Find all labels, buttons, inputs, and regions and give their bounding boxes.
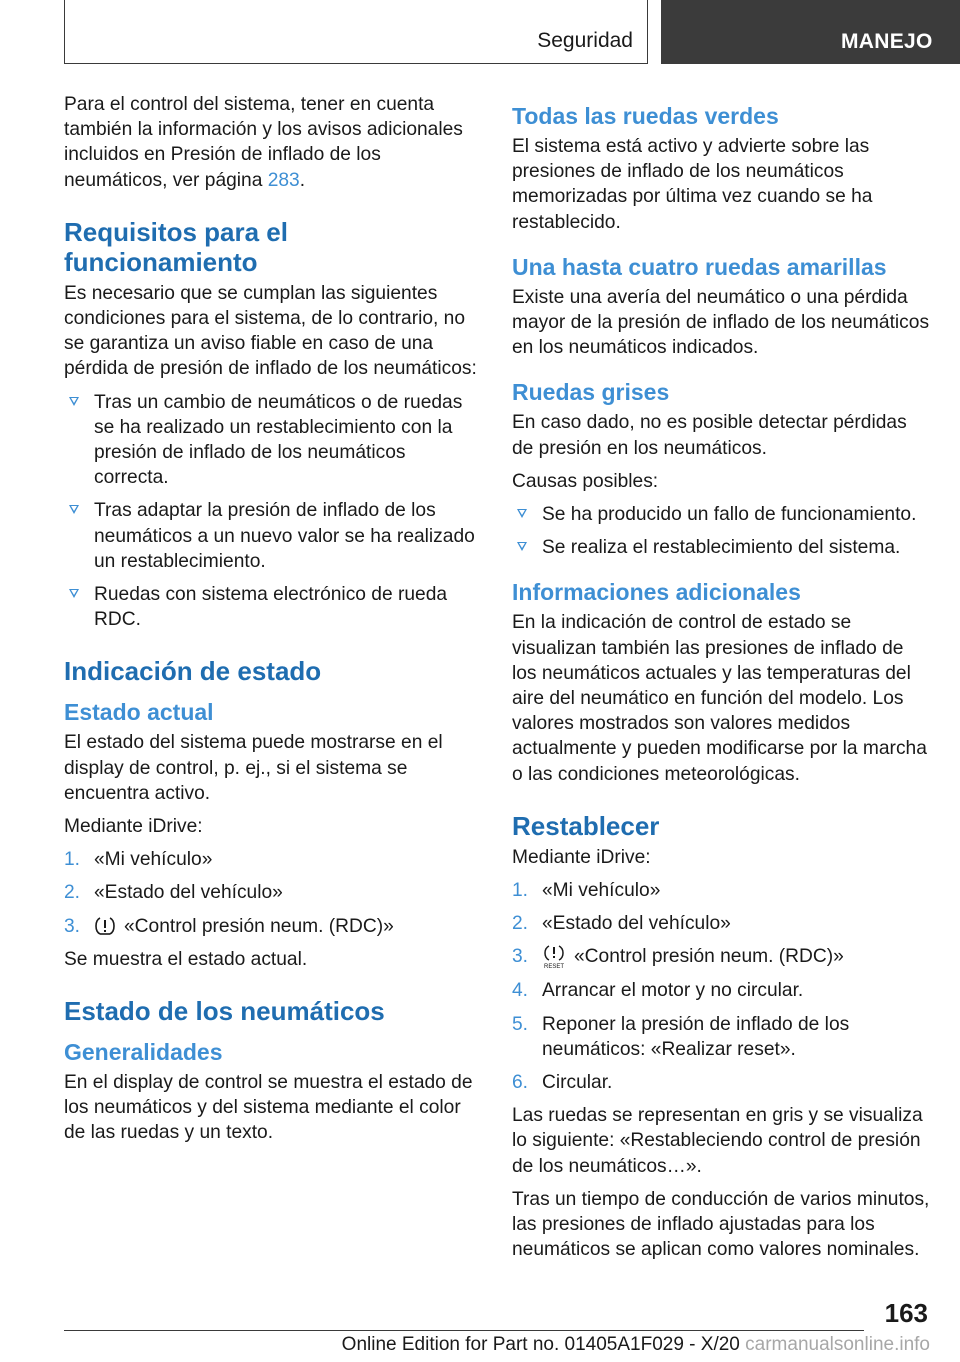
list-item: Ruedas con sistema electrónico de rueda RDC. <box>64 582 478 632</box>
nominal-values-text: Tras un tiempo de conducción de varios minutos, las presiones de inflado ajustadas para los neumáticos se aplican como valores nominales. <box>512 1188 930 1261</box>
current-status-text: El estado del sistema puede mostrarse en el display de control, p. ej., si el sistema se encuentra activo. <box>64 732 443 804</box>
current-status-heading: Estado actual <box>64 699 214 726</box>
right-column <box>512 92 932 1271</box>
status-shown-text: Se muestra el estado actual. <box>64 948 308 970</box>
triangle-bullet-icon <box>517 542 527 551</box>
causes-list <box>512 502 932 560</box>
idrive-text: Mediante iDrive: <box>64 816 203 838</box>
list-item: Se realiza el restablecimiento del sistema. <box>512 535 932 560</box>
requirements-list <box>64 390 478 633</box>
grey-wheels-heading: Ruedas grises <box>512 379 670 406</box>
reset-heading: Restablecer <box>512 810 660 841</box>
footer-divider <box>64 1330 864 1331</box>
status-heading: Indicación de estado <box>64 656 322 687</box>
tire-pressure-reset-icon <box>542 944 566 970</box>
triangle-bullet-icon <box>69 397 79 406</box>
page-number: 163 <box>884 1298 928 1328</box>
yellow-wheels-heading: Una hasta cuatro ruedas amarillas <box>512 253 887 280</box>
step-item: 5. Reponer la presión de inflado de los neumáticos: «Realizar reset». <box>512 1013 850 1060</box>
step-item: 2. «Estado del vehículo» <box>512 913 731 935</box>
idrive-text: Mediante iDrive: <box>512 846 651 868</box>
triangle-bullet-icon <box>69 589 79 598</box>
triangle-bullet-icon <box>517 509 527 518</box>
intro-paragraph: Para el control del sistema, tener en cuenta también la información y los avisos adicionales incluidos en Presión de inflado de los neumáticos, ver página 283. <box>64 94 463 191</box>
reset-icon-label: RESET <box>543 964 565 971</box>
reset-steps <box>512 878 932 1095</box>
left-column <box>64 92 478 1154</box>
step-item: 1. «Mi vehículo» <box>512 880 661 902</box>
step-item: 1. «Mi vehículo» <box>64 849 213 871</box>
list-item: Tras adaptar la presión de inflado de los neumáticos a un nuevo valor se ha realizado un restablecimiento. <box>64 498 478 574</box>
additional-info-heading: Informaciones adicionales <box>512 579 801 606</box>
after-reset-text: Las ruedas se representan en gris y se visualiza lo siguiente: «Restableciendo control de presión de los neumáticos…». <box>512 1105 923 1177</box>
grey-wheels-text: En caso dado, no es posible detectar pérdidas de presión en los neumáticos. <box>512 412 907 459</box>
step-item: 3. RESET «Control presión neum. (RDC)» <box>512 946 844 971</box>
section-title: Seguridad <box>537 29 633 52</box>
step-item: 6. Circular. <box>512 1072 613 1094</box>
page-link[interactable]: 283 <box>267 169 300 191</box>
green-wheels-text: El sistema está activo y advierte sobre las presiones de inflado de los neumáticos memorizadas por última vez cuando se ha restablecido. <box>512 136 873 233</box>
step-item: 4. Arrancar el motor y no circular. <box>512 980 804 1002</box>
chapter-title: MANEJO <box>841 30 933 53</box>
general-text: En el display de control se muestra el estado de los neumáticos y del sistema mediante el color de las ruedas y un texto. <box>64 1072 473 1144</box>
header-section-box <box>64 0 648 64</box>
requirements-heading: Requisitos para el funcionamiento <box>64 216 288 277</box>
list-item: Tras un cambio de neumáticos o de ruedas se ha realizado un restablecimiento con la presión de inflado de los neumáticos correcta. <box>64 390 478 491</box>
chapter-tab <box>661 0 960 64</box>
yellow-wheels-text: Existe una avería del neumático o una pérdida mayor de la presión de inflado de los neumáticos en los neumáticos indicados. <box>512 286 930 359</box>
general-heading: Generalidades <box>64 1039 223 1066</box>
causes-label: Causas posibles: <box>512 470 659 492</box>
step-item: 2. «Estado del vehículo» <box>64 882 283 904</box>
footer-edition: Online Edition for Part no. 01405A1F029 - X/20 carmanualsonline.info <box>341 1334 930 1355</box>
watermark-text: carmanualsonline.info <box>745 1334 930 1355</box>
additional-info-text: En la indicación de control de estado se visualizan también las presiones de inflado de los neumáticos actuales y las temperaturas del aire del neumático en función del modelo. Los valores mostrados son valores medidos actualmente y pueden modificarse por la marcha o las condiciones meteorológicas. <box>512 612 927 785</box>
triangle-bullet-icon <box>69 505 79 514</box>
tire-pressure-warning-icon <box>94 916 116 938</box>
list-item: Se ha producido un fallo de funcionamiento. <box>512 502 932 527</box>
tyre-status-heading: Estado de los neumáticos <box>64 996 385 1027</box>
requirements-text: Es necesario que se cumplan las siguientes condiciones para el sistema, de lo contrario, no se garantiza un aviso fiable en caso de una pérdida de presión de inflado de los neumáticos: <box>64 282 477 380</box>
step-item: 3. «Control presión neum. (RDC)» <box>64 915 394 937</box>
status-steps <box>64 847 478 939</box>
green-wheels-heading: Todas las ruedas verdes <box>512 103 779 129</box>
